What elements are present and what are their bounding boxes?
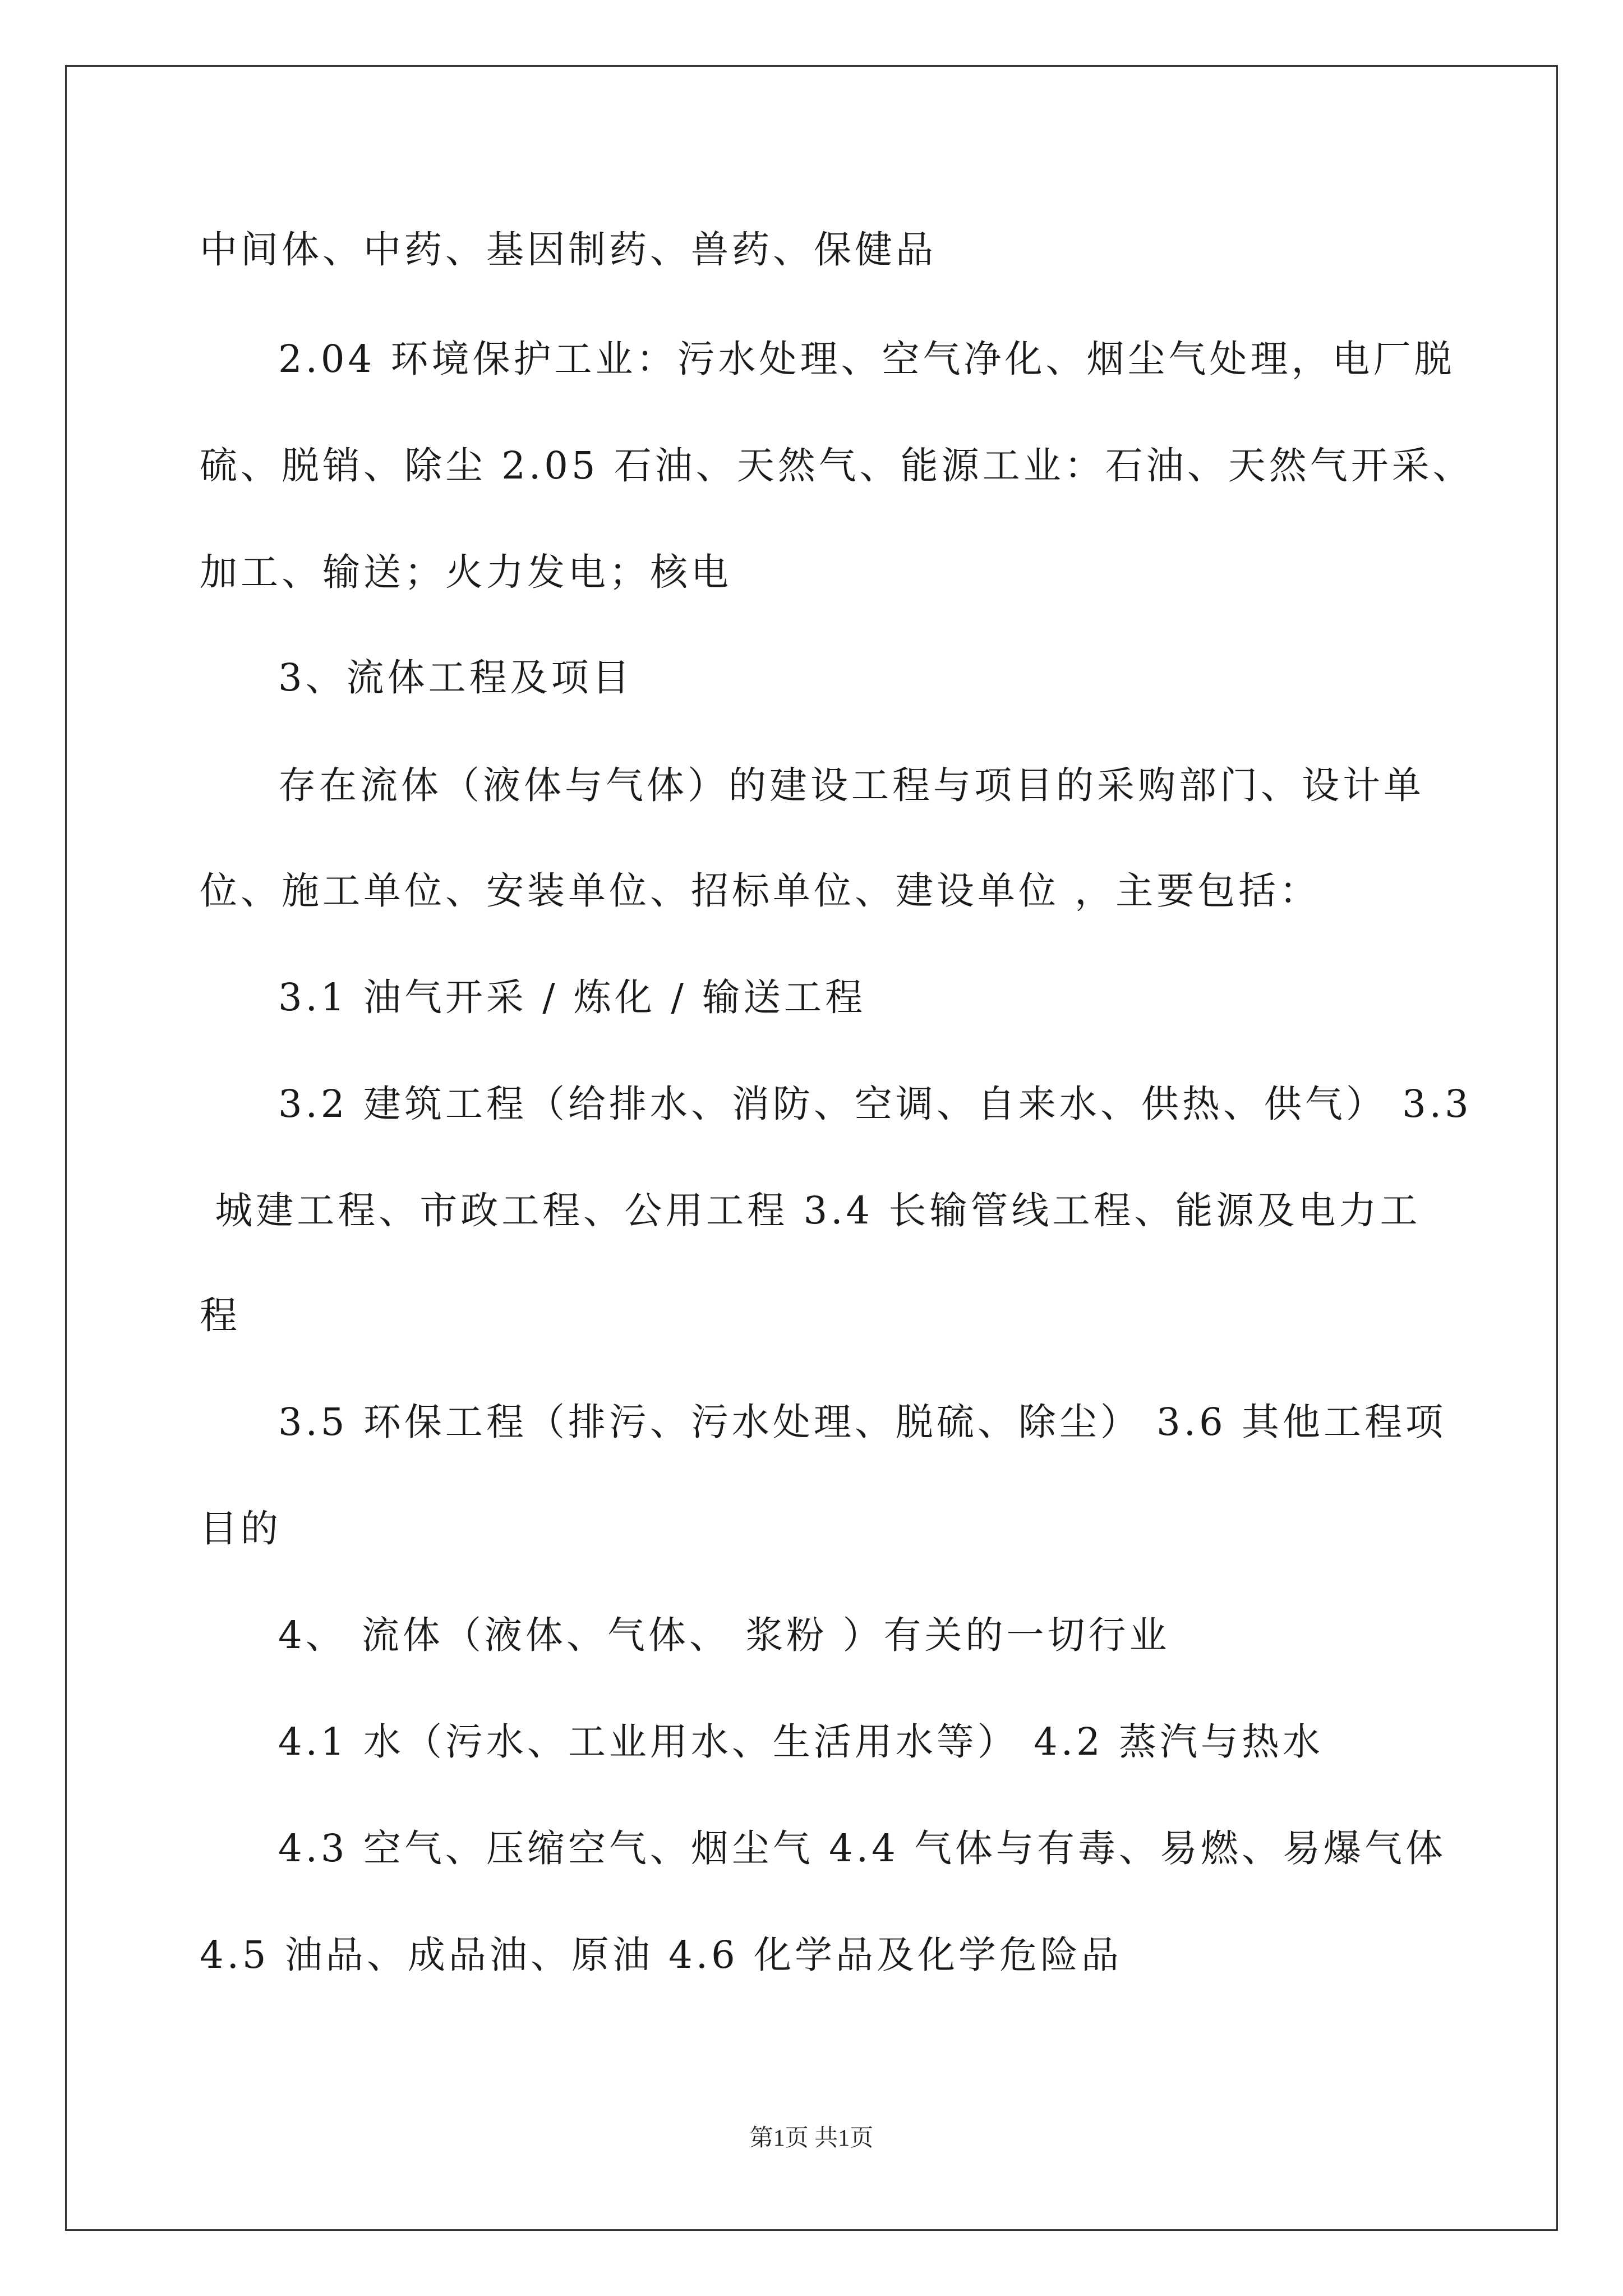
text-line-4: 加工、输送；火力发电；核电 (200, 550, 732, 594)
text-line-13: 目的 (200, 1507, 282, 1550)
text-line-15: 4.1 水（污水、工业用水、生活用水等） 4.2 蒸汽与热水 (278, 1720, 1324, 1764)
page-footer: 第1页 共1页 (749, 2125, 874, 2151)
text-line-16: 4.3 空气、压缩空气、烟尘气 4.4 气体与有毒、易燃、易爆气体 (278, 1826, 1446, 1870)
text-line-1: 中间体、中药、基因制药、兽药、保健品 (200, 228, 937, 272)
page-border (65, 65, 1558, 2231)
text-line-11: 程 (200, 1294, 241, 1337)
text-line-8: 3.1 油气开采 / 炼化 / 输送工程 (278, 976, 866, 1019)
text-line-17: 4.5 油品、成品油、原油 4.6 化学品及化学危险品 (200, 1933, 1122, 1977)
text-line-7: 位、施工单位、安装单位、招标单位、建设单位 ，主要包括： (200, 869, 1321, 913)
text-line-6: 存在流体（液体与气体）的建设工程与项目的采购部门、设计单 (278, 763, 1424, 807)
text-line-9: 3.2 建筑工程（给排水、消防、空调、自来水、供热、供气） 3.3 (278, 1082, 1472, 1126)
section-heading-4: 4、 流体（液体、气体、 浆粉 ）有关的一切行业 (278, 1613, 1170, 1657)
text-line-3: 硫、脱销、除尘 2.05 石油、天然气、能源工业：石油、天然气开采、 (200, 444, 1474, 487)
text-line-12: 3.5 环保工程（排污、污水处理、脱硫、除尘） 3.6 其他工程项 (278, 1400, 1446, 1444)
text-line-2: 2.04 环境保护工业：污水处理、空气净化、烟尘气处理，电厂脱 (278, 337, 1455, 381)
text-line-10: 城建工程、市政工程、公用工程 3.4 长输管线工程、能源及电力工 (200, 1189, 1421, 1232)
section-heading-3: 3、流体工程及项目 (278, 656, 633, 700)
